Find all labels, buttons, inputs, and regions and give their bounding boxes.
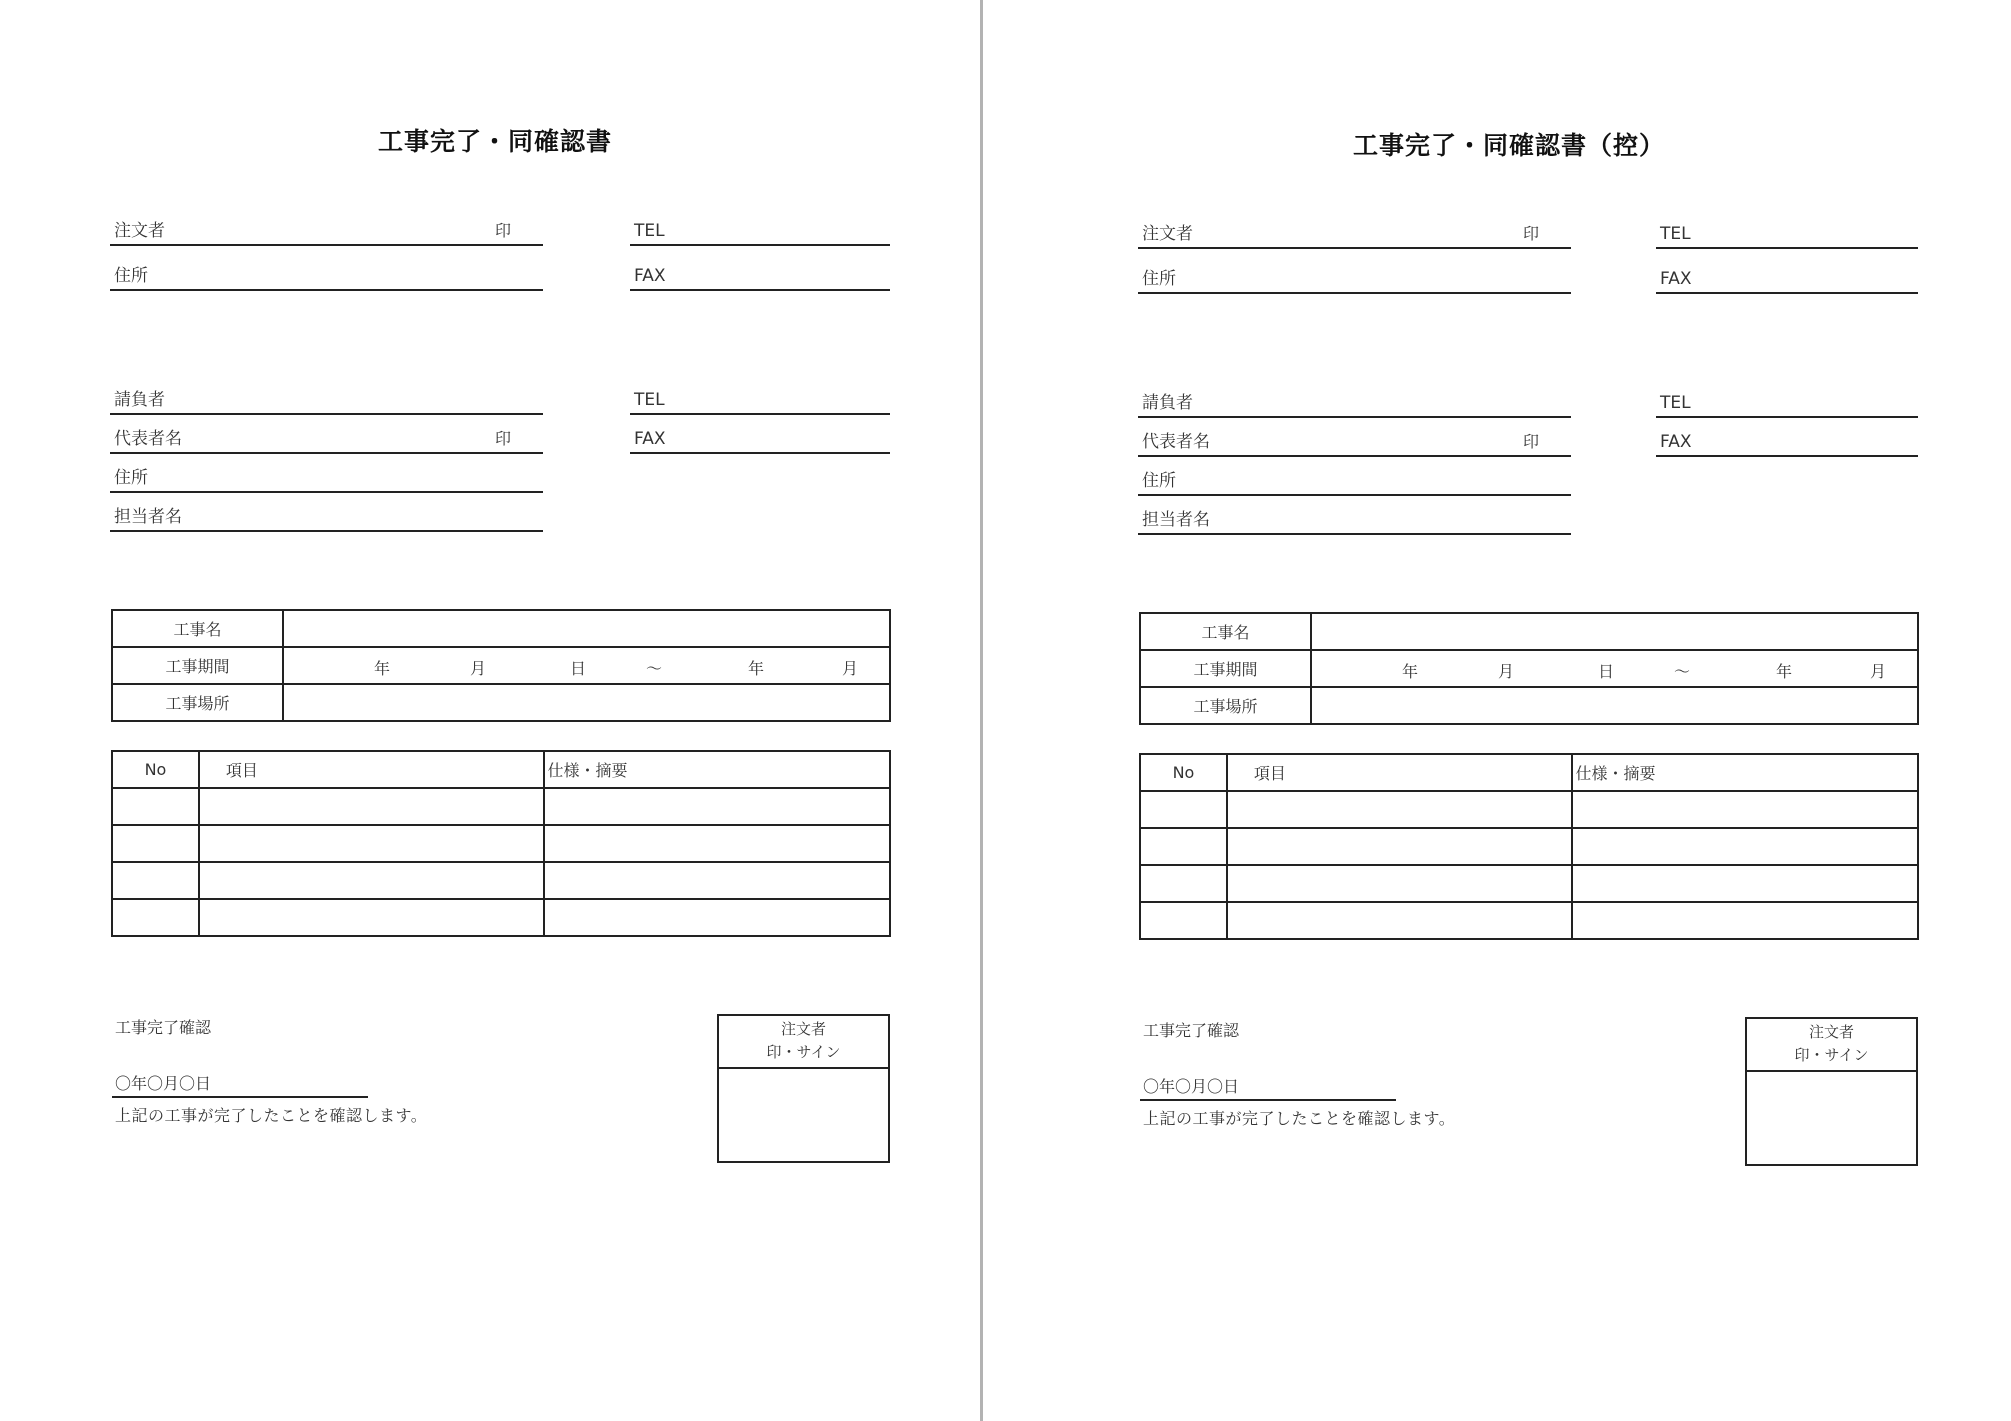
contractor-tel-field[interactable] bbox=[1656, 386, 1918, 418]
contractor-fax-field[interactable] bbox=[630, 422, 890, 454]
tel-label: TEL bbox=[634, 221, 665, 241]
signature-box-subtitle: 印・サイン bbox=[766, 1043, 841, 1061]
orderer-field[interactable] bbox=[1138, 217, 1571, 249]
orderer-fax-field[interactable] bbox=[1656, 262, 1918, 294]
no-cell[interactable] bbox=[112, 899, 199, 936]
representative-label: 代表者名 bbox=[114, 429, 182, 449]
no-cell[interactable] bbox=[1140, 865, 1227, 902]
spec-cell[interactable] bbox=[544, 862, 890, 899]
document-title: 工事完了・同確認書 bbox=[377, 127, 612, 156]
no-cell[interactable] bbox=[1140, 791, 1227, 828]
spec-cell[interactable] bbox=[1572, 791, 1918, 828]
table-row bbox=[112, 862, 890, 899]
period-month-end: 月 bbox=[1870, 662, 1887, 681]
stamp-mark: 印 bbox=[1522, 224, 1539, 243]
period-day-start: 日 bbox=[570, 659, 587, 678]
work-period-cell[interactable] bbox=[1311, 650, 1918, 687]
stamp-mark: 印 bbox=[1522, 432, 1539, 451]
orderer-fax-field[interactable] bbox=[630, 259, 890, 291]
table-row bbox=[1140, 791, 1918, 828]
table-row bbox=[112, 788, 890, 825]
spec-cell[interactable] bbox=[544, 899, 890, 936]
signature-box-title: 注文者 bbox=[780, 1020, 826, 1038]
document-title: 工事完了・同確認書（控） bbox=[1352, 131, 1665, 160]
period-tilde: ～ bbox=[1674, 662, 1691, 681]
spec-cell[interactable] bbox=[1572, 865, 1918, 902]
address-label: 住所 bbox=[114, 266, 148, 286]
item-cell[interactable] bbox=[199, 899, 545, 936]
confirm-date: 〇年〇月〇日 bbox=[1143, 1077, 1240, 1096]
contractor-tel-field[interactable] bbox=[630, 383, 890, 415]
representative-field[interactable] bbox=[110, 422, 543, 454]
address-label: 住所 bbox=[1142, 471, 1176, 491]
stamp-mark: 印 bbox=[494, 429, 511, 448]
no-header: No bbox=[1140, 754, 1227, 791]
tel-label: TEL bbox=[634, 390, 665, 410]
orderer-label: 注文者 bbox=[1142, 224, 1193, 244]
work-place-cell[interactable] bbox=[283, 684, 890, 721]
item-cell[interactable] bbox=[199, 862, 545, 899]
contractor-field[interactable] bbox=[1138, 386, 1571, 418]
table-header-row bbox=[112, 751, 890, 788]
no-cell[interactable] bbox=[1140, 828, 1227, 865]
spec-cell[interactable] bbox=[1572, 902, 1918, 939]
orderer-field[interactable] bbox=[110, 214, 543, 246]
spec-cell[interactable] bbox=[544, 825, 890, 862]
contractor-address-field[interactable] bbox=[110, 461, 543, 493]
no-header: No bbox=[112, 751, 199, 788]
period-month-end: 月 bbox=[842, 659, 859, 678]
signature-box[interactable] bbox=[1745, 1017, 1918, 1166]
tel-label: TEL bbox=[1660, 393, 1691, 413]
table-header-row bbox=[1140, 754, 1918, 791]
document-page-original bbox=[0, 0, 1000, 1421]
orderer-address-field[interactable] bbox=[1138, 262, 1571, 294]
table-row bbox=[112, 684, 890, 721]
confirm-date-field[interactable] bbox=[112, 1070, 368, 1098]
fax-label: FAX bbox=[634, 429, 666, 449]
person-in-charge-field[interactable] bbox=[110, 500, 543, 532]
confirm-date-field[interactable] bbox=[1140, 1073, 1396, 1101]
work-name-label: 工事名 bbox=[1140, 613, 1311, 650]
period-month-start: 月 bbox=[470, 659, 487, 678]
period-tilde: ～ bbox=[646, 659, 663, 678]
table-row bbox=[1140, 650, 1918, 687]
item-cell[interactable] bbox=[1227, 791, 1573, 828]
work-place-label: 工事場所 bbox=[112, 684, 283, 721]
spec-cell[interactable] bbox=[1572, 828, 1918, 865]
work-place-label: 工事場所 bbox=[1140, 687, 1311, 724]
no-cell[interactable] bbox=[112, 825, 199, 862]
item-cell[interactable] bbox=[1227, 902, 1573, 939]
period-year-end: 年 bbox=[748, 659, 765, 678]
work-name-label: 工事名 bbox=[112, 610, 283, 647]
items-table bbox=[1139, 753, 1919, 940]
work-info-table bbox=[111, 609, 891, 722]
table-row bbox=[1140, 613, 1918, 650]
item-cell[interactable] bbox=[199, 788, 545, 825]
contractor-field[interactable] bbox=[110, 383, 543, 415]
work-place-cell[interactable] bbox=[1311, 687, 1918, 724]
document-page-copy bbox=[1014, 0, 2011, 1421]
period-year-end: 年 bbox=[1776, 662, 1793, 681]
fax-label: FAX bbox=[634, 266, 666, 286]
items-table bbox=[111, 750, 891, 937]
period-year-start: 年 bbox=[1402, 662, 1419, 681]
completion-confirm-label: 工事完了確認 bbox=[115, 1018, 212, 1037]
orderer-address-field[interactable] bbox=[110, 259, 543, 291]
table-row bbox=[1140, 828, 1918, 865]
page-divider bbox=[980, 0, 983, 1421]
period-year-start: 年 bbox=[374, 659, 391, 678]
confirm-statement: 上記の工事が完了したことを確認します。 bbox=[115, 1106, 428, 1125]
completion-confirm-label: 工事完了確認 bbox=[1143, 1021, 1240, 1040]
work-name-cell[interactable] bbox=[1311, 613, 1918, 650]
period-day-start: 日 bbox=[1598, 662, 1615, 681]
table-row bbox=[112, 825, 890, 862]
person-label: 担当者名 bbox=[1142, 510, 1210, 530]
contractor-fax-field[interactable] bbox=[1656, 425, 1918, 457]
spec-header: 仕様・摘要 bbox=[1572, 754, 1918, 791]
confirm-statement: 上記の工事が完了したことを確認します。 bbox=[1143, 1109, 1456, 1128]
signature-box-subtitle: 印・サイン bbox=[1794, 1046, 1869, 1064]
signature-box-header bbox=[1747, 1019, 1916, 1072]
representative-label: 代表者名 bbox=[1142, 432, 1210, 452]
no-cell[interactable] bbox=[112, 788, 199, 825]
work-period-cell[interactable] bbox=[283, 647, 890, 684]
no-cell[interactable] bbox=[112, 862, 199, 899]
orderer-tel-field[interactable] bbox=[1656, 217, 1918, 249]
table-row bbox=[1140, 902, 1918, 939]
contractor-label: 請負者 bbox=[1142, 393, 1193, 413]
address-label: 住所 bbox=[1142, 269, 1176, 289]
person-label: 担当者名 bbox=[114, 507, 182, 527]
table-row bbox=[112, 610, 890, 647]
period-month-start: 月 bbox=[1498, 662, 1515, 681]
item-header: 項目 bbox=[199, 751, 545, 788]
fax-label: FAX bbox=[1660, 269, 1692, 289]
item-cell[interactable] bbox=[1227, 865, 1573, 902]
work-period-label: 工事期間 bbox=[112, 647, 283, 684]
work-period-label: 工事期間 bbox=[1140, 650, 1311, 687]
item-header: 項目 bbox=[1227, 754, 1573, 791]
fax-label: FAX bbox=[1660, 432, 1692, 452]
contractor-address-field[interactable] bbox=[1138, 464, 1571, 496]
item-cell[interactable] bbox=[199, 825, 545, 862]
orderer-tel-field[interactable] bbox=[630, 214, 890, 246]
table-row bbox=[112, 647, 890, 684]
orderer-label: 注文者 bbox=[114, 221, 165, 241]
contractor-label: 請負者 bbox=[114, 390, 165, 410]
representative-field[interactable] bbox=[1138, 425, 1571, 457]
table-row bbox=[112, 899, 890, 936]
signature-box-header bbox=[719, 1016, 888, 1069]
tel-label: TEL bbox=[1660, 224, 1691, 244]
work-info-table bbox=[1139, 612, 1919, 725]
confirm-date: 〇年〇月〇日 bbox=[115, 1074, 212, 1093]
table-row bbox=[1140, 687, 1918, 724]
no-cell[interactable] bbox=[1140, 902, 1227, 939]
person-in-charge-field[interactable] bbox=[1138, 503, 1571, 535]
table-row bbox=[1140, 865, 1918, 902]
address-label: 住所 bbox=[114, 468, 148, 488]
spec-cell[interactable] bbox=[544, 788, 890, 825]
signature-box[interactable] bbox=[717, 1014, 890, 1163]
stamp-mark: 印 bbox=[494, 221, 511, 240]
item-cell[interactable] bbox=[1227, 828, 1573, 865]
work-name-cell[interactable] bbox=[283, 610, 890, 647]
spec-header: 仕様・摘要 bbox=[544, 751, 890, 788]
signature-box-title: 注文者 bbox=[1808, 1023, 1854, 1041]
